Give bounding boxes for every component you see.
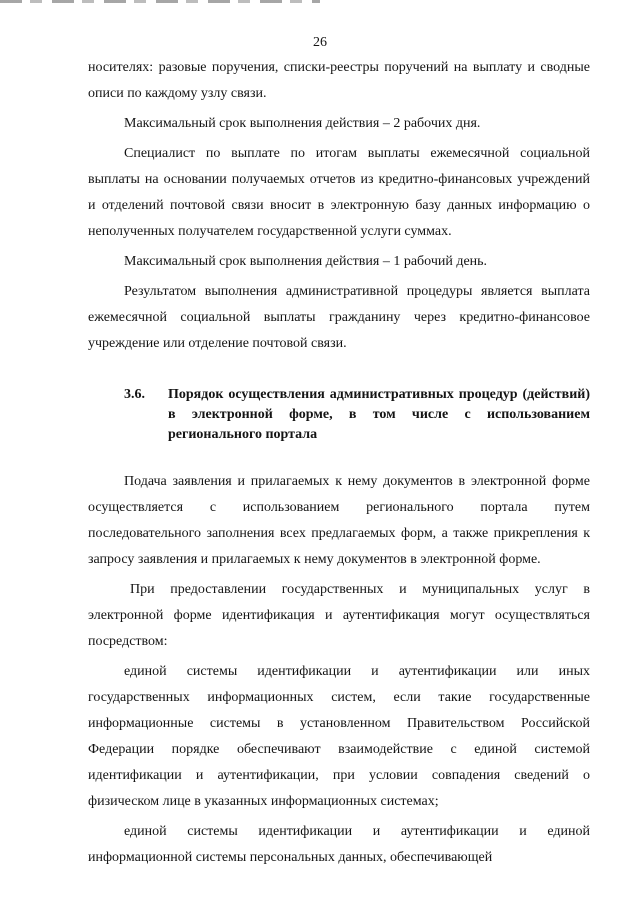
- paragraph: Подача заявления и прилагаемых к нему документов в электронной форме осуществляется с использованием регионального портала путем последовательного заполнения всех предлагаемых форм, а также прикрепления к запросу заявления и прилагаемых к нему документов в электронной форме.: [88, 474, 590, 567]
- paragraph: Максимальный срок выполнения действия – 1 рабочий день.: [124, 254, 488, 269]
- section-heading: [88, 385, 590, 445]
- paragraph: При предоставлении государственных и муниципальных услуг в электронной форме идентификация и аутентификация могут осуществляться посредством:: [88, 582, 590, 649]
- document-body: [88, 55, 590, 875]
- paragraph: Результатом выполнения административной процедуры является выплата ежемесячной социальной выплаты гражданину через кредитно-финансовое учреждение или отделение почтовой связи.: [88, 284, 590, 351]
- section-number: 3.6.: [124, 387, 145, 402]
- paragraph: Специалист по выплате по итогам выплаты ежемесячной социальной выплаты на основании получаемых отчетов из кредитно-финансовых учреждений и отделений почтовой связи вносит в электронную базу данных информацию о неполученных получателем государственной услуги суммах.: [88, 146, 590, 239]
- scan-artifact: [0, 0, 320, 3]
- paragraph: Максимальный срок выполнения действия – 2 рабочих дня.: [124, 116, 481, 131]
- section-title: Порядок осуществления административных процедур (действий) в электронной форме, в том числе с использованием регионального портала: [168, 387, 590, 442]
- page-number: 26: [313, 35, 327, 50]
- list-item: единой системы идентификации и аутентификации или иных государственных информационных систем, если такие государственные информационные системы в установленном Правительством Российской Федерации порядке обеспечивают взаимодействие с единой системой идентификации и аутентификации, при условии совпадения сведений о физическом лице в указанных информационных системах;: [88, 664, 590, 809]
- list-item: единой системы идентификации и аутентификации и единой информационной системы персональных данных, обеспечивающей: [88, 824, 590, 865]
- paragraph: носителях: разовые поручения, списки-реестры поручений на выплату и сводные описи по каждому узлу связи.: [88, 60, 590, 101]
